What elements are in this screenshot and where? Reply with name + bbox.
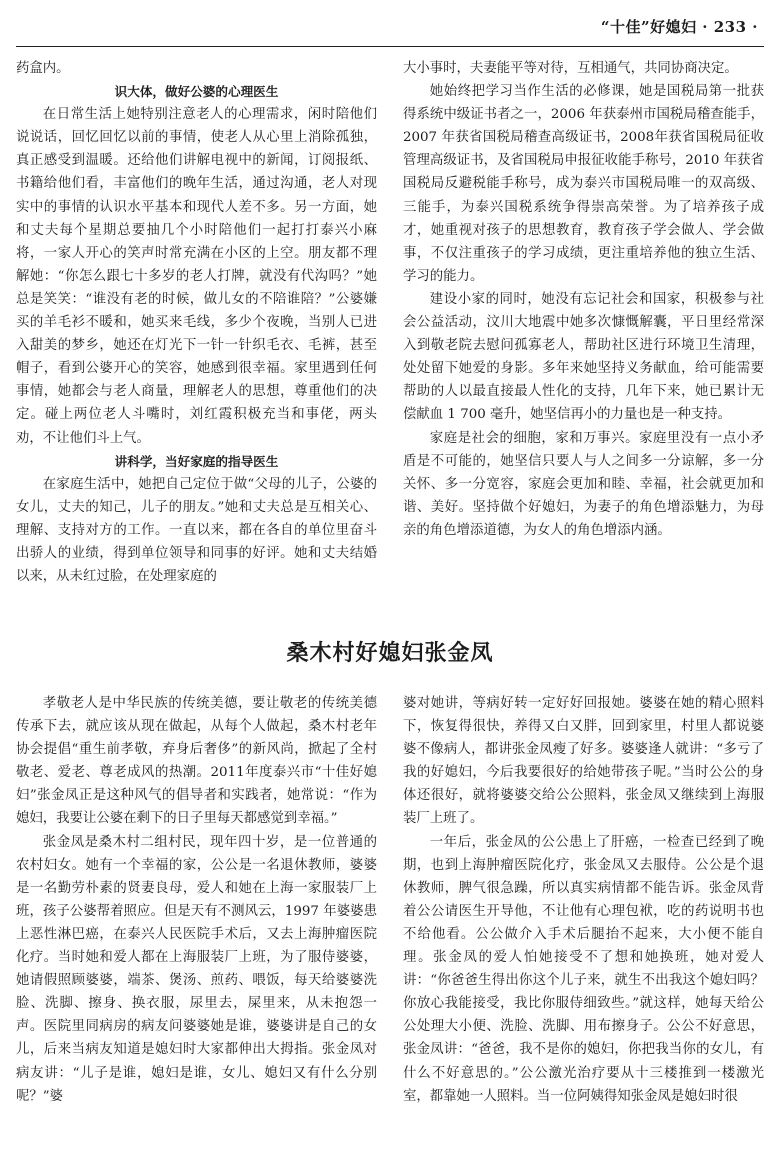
paragraph: 大小事时，夫妻能平等对待，互相通气，共同协商决定。 — [403, 61, 738, 76]
paragraph: 孝敬老人是中华民族的传统美德，要让敬老的传统美德传承下去，就应该从现在做起，从每个人做起，桑木村老年协会提倡“重生前孝敬，弃身后奢侈”的新风尚，掀起了全村敬老、爱老、尊老成风的热潮。2011年度泰兴市“十佳好媳妇”张金凤正是这种风气的倡导者和实践者，她常说：“作为媳妇，我要让公婆在剩下的日子里每天都感觉到幸福。” — [16, 696, 377, 827]
paragraph: 在日常生活上她特别注意老人的心理需求，闲时陪他们说说话，回忆回忆以前的事情，使老人从心里上消除孤独，真正感受到温暖。还给他们讲解电视中的新闻，订阅报纸、书籍给他们看，丰富他们的晚年生活，通过沟通，老人对现实中的事情的认识水平基本和现代人差不多。另一方面，她和丈夫每个星期总要抽几个小时陪他们一起打打泰兴小麻将，一家人开心的笑声时常充满在小区的上空。朋友都不理解她：“你怎么跟七十多岁的老人打牌，就没有代沟吗？”她总是笑笑：“谁没有老的时候，做儿女的不陪谁陪？”公婆嫌买的羊毛衫不暖和，她买来毛线，多少个夜晚，当别人已进入甜美的梦乡，她还在灯光下一针一针织毛衣、毛裤，甚至帽子，看到公婆开心的笑容，她感到很幸福。家里遇到任何事情，她都会与老人商量，理解老人的思想，尊重他们的决定。碰上两位老人斗嘴时，刘红霞积极充当和事佬，两头劝，不让他们斗上气。 — [16, 107, 377, 446]
bottom-right-column — [403, 692, 764, 1142]
paragraph: 家庭是社会的细胞，家和万事兴。家庭里没有一点小矛盾是不可能的，她坚信只要人与人之间多一分谅解，多一分关怀、多一分宽容，家庭会更加和睦、幸福，社会就更加和谐、美好。坚持做个好媳妇，为妻子的角色增添魅力，为母亲的角色增添道德，为女人的角色增添内涵。 — [403, 430, 764, 538]
article-title: 桑木村好媳妇张金凤 — [286, 641, 494, 666]
paragraph: 一年后，张金凤的公公患上了肝癌，一检查已经到了晚期，也到上海肿瘤医院化疗，张金凤又去服侍。公公是个退休教师，脾气很急躁，所以真实病情都不能告诉。张金凤背着公公请医生开导他，不让他有心理包袱，吃的药说明书也不给他看。公公做介入手术后腿抬不起来，大小便不能自理。张金凤的爱人怕她接受不了想和她换班，她对爱人讲：“你爸爸生得出你这个儿子来，就生不出我这个媳妇吗？你放心我能接受，我比你服侍细致些。”就这样，她每天给公公处理大小便、洗脸、洗脚、用布擦身子。公公不好意思，张金凤讲：“爸爸，我不是你的媳妇，你把我当你的女儿，有什么不好意思的。”公公激光治疗要从十三楼推到一楼激光室，都靠她一人照料。当一位阿姨得知张金凤是媳妇时很 — [403, 834, 764, 1104]
paragraph: 她始终把学习当作生活的必修课，她是国税局第一批获得系统中级证书者之一，2006 年获泰州市国税局稽查能手，2007 年获省国税局稽查高级证书，2008年获省国税局征收管理高级证书，及省国税局申报征收能手称号，2010 年获省国税局反避税能手称号，成为泰兴市国税局唯一的双高级、三能手，为泰兴国税系统争得崇高荣誉。为了培养孩子成才，她重视对孩子的思想教育，教育孩子学会做人、学会做事，不仅注重孩子的学习成绩，更注重培养他的独立生活、学习的能力。 — [403, 84, 764, 284]
bottom-left-column — [16, 692, 377, 1142]
section-subheading: 识大体，做好公婆的心理医生 — [114, 84, 279, 100]
top-left-column — [16, 57, 377, 605]
paragraph: 婆对她讲，等病好转一定好好回报她。婆婆在她的精心照料下，恢复得很快，养得又白又胖，回到家里，村里人都说婆婆不像病人，都讲张金凤瘦了好多。婆婆逢人就讲：“多亏了我的好媳妇，今后我要很好的给她带孩子呢。”当时公公的身体还很好，就将婆婆交给公公照料，张金凤又继续到上海服装厂上班了。 — [403, 696, 764, 827]
paragraph: 张金凤是桑木村二组村民，现年四十岁，是一位普通的农村妇女。她有一个幸福的家，公公是一名退休教师，婆婆是一名勤劳朴素的贤妻良母，爱人和她在上海一家服装厂上班，孩子公婆帮着照应。但是天有不测风云，1997 年婆婆患上恶性淋巴癌，在泰兴人民医院手术后，又去上海肿瘤医院化疗。当时她和爱人都在上海服装厂上班，为了服侍婆婆，她请假照顾婆婆，端茶、煲汤、煎药、喂饭，每天给婆婆洗脸、洗脚、擦身、换衣服，尿里去，屎里来，从未抱怨一声。医院里同病房的病友问婆婆她是谁，婆婆讲是自己的女儿，后来当病友知道是媳妇时大家都伸出大拇指。张金凤对病友讲：“儿子是谁，媳妇是谁，女儿、媳妇又有什么分别呢？”婆 — [16, 834, 377, 1104]
top-right-column — [403, 57, 764, 605]
article-body — [16, 692, 764, 1142]
paragraph: 药盒内。 — [16, 61, 70, 76]
section-subheading: 讲科学，当好家庭的指导医生 — [114, 453, 279, 469]
paragraph: 建设小家的同时，她没有忘记社会和国家，积极参与社会公益活动，汶川大地震中她多次慷慨解囊，平日里经常深入到敬老院去慰问孤寡老人，帮助社区进行环境卫生清理，处处留下她爱的身影。多年来她坚持义务献血，给可能需要帮助的人以最直接最人性化的支持，几年下来，她已累计无偿献血 1 700 毫升，她坚信再小的力量也是一种支持。 — [403, 291, 764, 423]
page-header — [0, 0, 780, 50]
running-title: “十佳”好媳妇 · 233 · — [600, 18, 758, 36]
previous-article-continuation — [16, 57, 764, 605]
paragraph: 在家庭生活中，她把自己定位于做“父母的儿子，公婆的女儿，丈夫的知己，儿子的朋友。”她和丈夫总是互相关心、理解、支持对方的工作。一直以来，都在各自的单位里奋斗出骄人的业绩，得到单位领导和同事的好评。她和丈夫结婚以来，从未红过脸，在处理家庭的 — [16, 476, 377, 585]
header-rule — [16, 46, 764, 47]
